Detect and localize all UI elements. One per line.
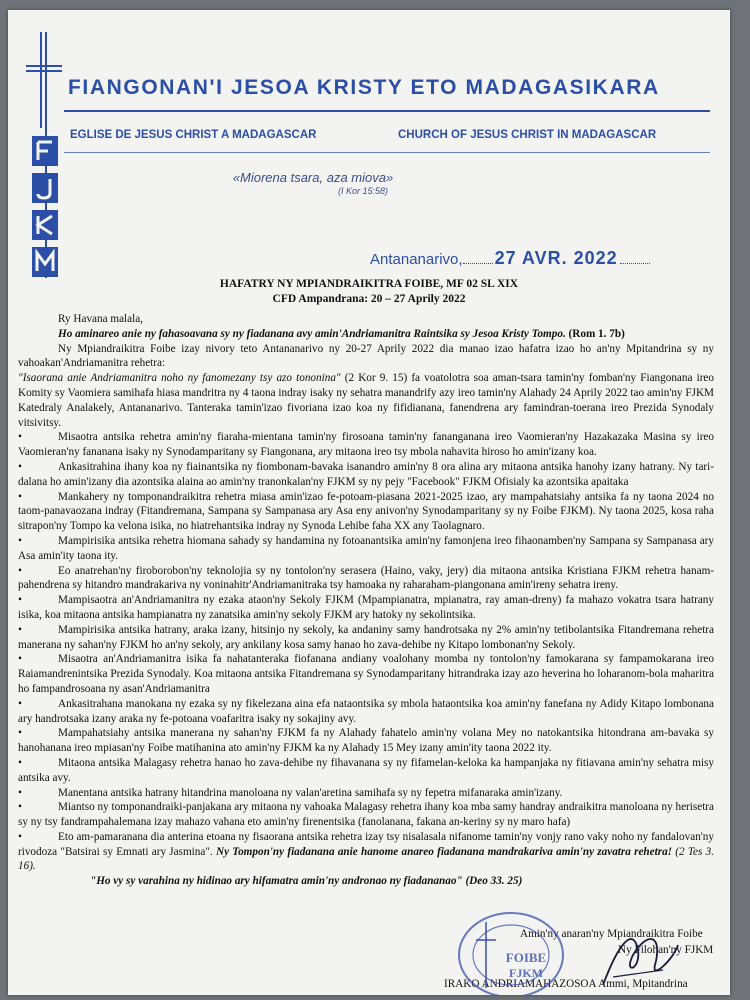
motto: «Miorena tsara, aza miova» (232, 170, 394, 185)
date-stamp: 27 AVR. 2022 (494, 248, 618, 268)
list-item: • Ankasitrahina ihany koa ny fiainantsika ny fiombonam-bavaka isanandro amin'ny 8 ora alina ary mitaona antsika hanohy izany hatrany. Ny tari-dalana ho amin'izany dia azontsika alaina ao amin'ny tranonkalan'ny FJKM sy ny pejy "Facebook" FJKM Ofisialy ka azontsika apaitaka (18, 460, 714, 488)
church-name-english: CHURCH OF JESUS CHRIST IN MADAGASCAR (398, 129, 657, 141)
church-name-french: EGLISE DE JESUS CHRIST A MADAGASCAR (70, 129, 317, 141)
list-item: • Misaotra antsika rehetra amin'ny fiaraha-mientana tamin'ny firosoana tamin'ny fananganana ireo Vaomieran'ny Hazakazaka Masina sy ireo Vaomieran'ny fananana isaky ny Synodamparitany sy Fiangonana, ary mitaona ireo tsy mbola nahavita hiroso ho amin'izany koa. (18, 431, 714, 459)
closing-item: • Eto am-pamaranana dia anterina etoana ny fisaorana antsika rehetra izay tsy nisalasala nifanome tamin'ny vonjy rano vaky noho ny fandalovan'ny rivodoza "Batsirai sy Emnati ary Jasmina". Ny Tompon'ny fiadanana anie hanome anareo fiadanana mandrakariva amin'ny zavatra rehetra! (2 Tes 3. 16). (18, 830, 715, 873)
header-subrule (64, 152, 710, 153)
signature-line-1: Amin'ny anaran'ny Mpiandraikitra Foibe (520, 928, 703, 940)
document-subtitle: CFD Ampandrana: 20 – 27 Aprily 2022 (272, 293, 466, 305)
list-item: • Mitaona antsika Malagasy rehetra hanao ho zava-dehibe ny fihavanana sy ny fifamelan-keloka ka hampanjaka ny fitiavana amin'ny sehatra misy antsika avy. (18, 756, 714, 784)
intro-paragraph: Ny Mpiandraikitra Foibe izay nivory teto Antananarivo ny 20-27 Aprily 2022 dia manao izao hafatra izao ho an'ny Mpitandrina sy ny vahoakan'Andriamanitra rehetra: (18, 342, 714, 370)
list-item: • Mampisaotra an'Andriamanitra ny ezaka ataon'ny Sekoly FJKM (Mpampianatra, mpianatra, ray aman-dreny) fa mahazo vokatra tsara hatrany isika, koa mitaona antsika hampianatra ny zanatsika amin'ny sekoly FJKM ary hatoky ny sekolintsika. (18, 594, 714, 621)
official-seal-stamp (456, 910, 566, 995)
greeting: Ho aminareo anie ny fahasoavana sy ny fiadanana avy amin'Andriamanitra Raintsika sy Jesoa Kristy Tompo. (Rom 1. 7b) (58, 327, 625, 340)
svg-text:FJKM: FJKM (509, 966, 543, 980)
signatory-name: IRAKO ANDRIAMAHAZOSOA Ammi, Mpitandrina (444, 978, 688, 990)
list-item: • Mampirisika antsika rehetra hiomana sahady sy handamina ny fotoanantsika amin'ny famonjena ireo fihaonamben'ny Sampana sy Sampanasa ary Asa amin'ity taona ity. (18, 534, 714, 562)
document-title: HAFATRY NY MPIANDRAIKITRA FOIBE, MF 02 SL XIX (219, 278, 519, 290)
header-rule (64, 110, 710, 112)
motto-reference: (I Kor 15:58) (338, 186, 389, 196)
bullet-list (18, 430, 714, 830)
list-item: • Eo anatrehan'ny firoborobon'ny teknolojia sy ny tontolon'ny serasera (Haino, vaky, jery) dia mitaona antsika Kristiana FJKM rehetra hanam-pahendrena sy hitandro mandrakariva ny voninahitr'Andriamanitraka tsy hamoaka ny raharaham-piangonana amin'ireny sehatra ireny. (18, 564, 714, 592)
signature-line-2: Ny Filohan'ny FJKM (618, 944, 714, 956)
place: Antananarivo, (370, 251, 463, 268)
list-item: • Misaotra an'Andriamanitra isika fa nahatanteraka fiofanana andiany voalohany momba ny tontolon'ny famokarana sy fampamokarana ireo Raiamandrenintsika Prezida Synodaly. Koa mitaona antsika Fitandremana sy Synodamparitany hitrandraka izay azo heverina ho loharanom-bola maharitra ho fampandrosoana ny asan'Andriamanitra (18, 653, 714, 695)
list-item: • Mampahatsiahy antsika manerana ny sahan'ny FJKM fa ny Alahady fahatelo amin'ny volana Mey no natokantsika hitondrana am-bavaka sy hanohanana ireo mpiasan'ny Foibe matihanina ato amin'ny FJKM ka ny Alahady 15 Mey izany amin'ity taona 2022 ity. (18, 727, 714, 755)
list-item: • Miantso ny tomponandraiki-panjakana ary mitaona ny vahoaka Malagasy rehetra ihany koa mba samy handray andraikitra manoloana ny herisetra sy ny tsy fandrampahalemana izay mahazo vahana eto amin'ny firenentsika (fanolanana, fakana an-keriny sy ny maro hafa) (18, 801, 714, 829)
church-name: FIANGONAN'I JESOA KRISTY ETO MADAGASIKARA (68, 76, 660, 99)
svg-text:FOIBE: FOIBE (505, 950, 547, 965)
handwritten-signature (593, 915, 683, 995)
list-item: • Mampirisika antsika hatrany, araka izany, hitsinjo ny sekoly, ka andaniny samy handrotsaka ny 2% amin'ny tetibolantsika Fitandremana rehetra manerana ny sahan'ny FJKM ho an'ny sekoly, ary ankilany kosa samy hanao ho zava-dehibe ny Kitapo lombonan'ny Sekoly. (18, 623, 714, 651)
letter-body (18, 312, 714, 889)
list-item: • Ankasitrahana manokana ny ezaka sy ny fikelezana aina efa nataontsika sy mbola hataontsika koa amin'ny fanefana ny Adidy Kitapo lombonana ary handrotsaka izany araka ny fe-potoana voafaritra isaky ny sokajiny avy. (18, 697, 714, 725)
list-item: • Mankahery ny tomponandraikitra rehetra miasa amin'izao fe-potoam-piasana 2021-2025 izao, ary mampahatsiahy antsika fa ny taona 2024 no taom-panavaozana indray (Fitandremana, Sampana sy Sampanasa ary Asa eny anivon'ny Synodamparitany sy ny Foibe FJKM). Ny taona 2025, kosa raha sitrapon'ny Tompo ka velona isika, no hiatrehantsika indray ny Synoda Lehibe faha XX any Taolagnaro. (18, 490, 714, 533)
letter-page (8, 10, 730, 995)
list-item: • Manentana antsika hatrany hitandrina manoloana ny valan'aretina samihafa sy ny fepetra mifanaraka amin'izany. (18, 786, 563, 799)
verse-paragraph: "Isaorana anie Andriamanitra noho ny fanomezany tsy azo tononina" (2 Kor 9. 15) fa voatolotra soa aman-tsara tamin'ny fomban'ny Fiangonana ireo Komity sy Vaomiera samihafa hiasa mandritra ny 4 taona indray isaky ny sehatra manandrify azy ireo tamin'ny Alahady 24 Aprily 2022 tao amin'ny FJKM Katedraly Analakely, Antananarivo. Tanteraka tamin'izao fivoriana izao koa ny fifidianana, fanendrena ary famindran-toerana ireo Prezida Synodaly vitsivitsy. (18, 372, 714, 429)
dateline (370, 248, 650, 269)
salutation: Ry Havana malala, (58, 313, 143, 325)
fjkm-cross-logo (24, 28, 64, 283)
closing-quote: "Ho vy sy varahina ny hidinao ary hifamatra amin'ny andronao ny fiadananao" (Deo 33. 25) (90, 875, 523, 888)
